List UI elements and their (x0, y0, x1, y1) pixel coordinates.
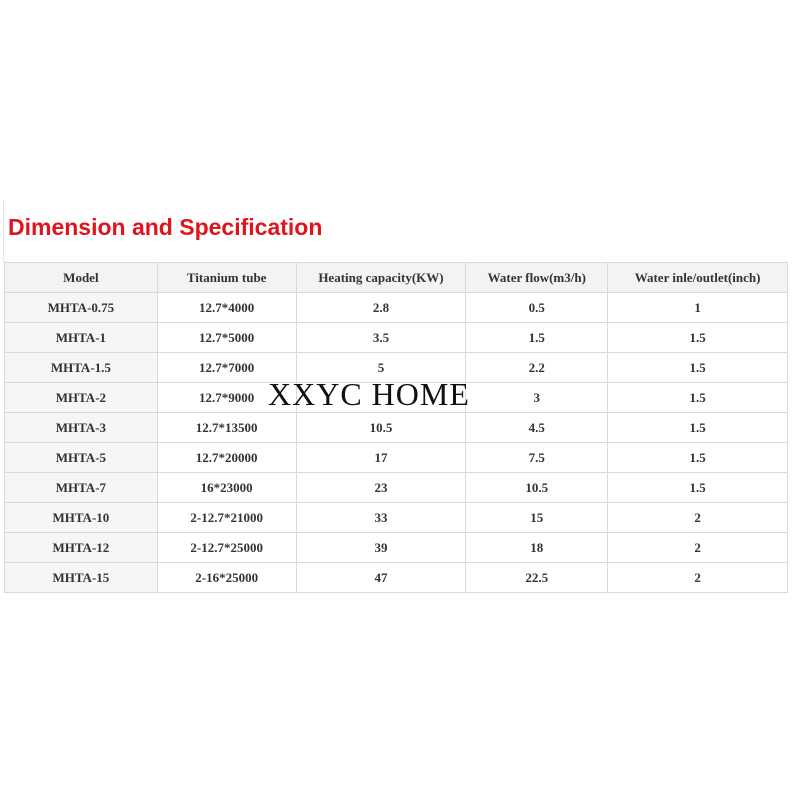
table-cell: MHTA-12 (5, 533, 158, 563)
table-cell: 10.5 (466, 473, 608, 503)
table-cell: 2.8 (296, 293, 466, 323)
table-cell: 16*23000 (157, 473, 296, 503)
column-header: Heating capacity(KW) (296, 263, 466, 293)
table-cell: 17 (296, 443, 466, 473)
table-cell: 12.7*9000 (157, 383, 296, 413)
table-cell: 22.5 (466, 563, 608, 593)
table-cell: MHTA-7 (5, 473, 158, 503)
table-cell: 2-12.7*21000 (157, 503, 296, 533)
table-cell: 1.5 (608, 383, 788, 413)
table-cell: 2 (608, 503, 788, 533)
table-cell: 7.5 (466, 443, 608, 473)
table-cell: MHTA-10 (5, 503, 158, 533)
table-cell: 4.5 (466, 413, 608, 443)
table-cell: 12.7*4000 (157, 293, 296, 323)
table-row (5, 533, 788, 563)
table-cell: 1.5 (608, 353, 788, 383)
table-row (5, 503, 788, 533)
table-row (5, 323, 788, 353)
column-header: Water flow(m3/h) (466, 263, 608, 293)
table-cell: 1.5 (466, 323, 608, 353)
table-cell: MHTA-0.75 (5, 293, 158, 323)
table-row (5, 443, 788, 473)
column-header: Titanium tube (157, 263, 296, 293)
table-cell: 39 (296, 533, 466, 563)
section-title: Dimension and Specification (8, 214, 323, 240)
table-cell: 12.7*7000 (157, 353, 296, 383)
table-cell: 1.5 (608, 323, 788, 353)
table-cell: 12.7*20000 (157, 443, 296, 473)
table-cell: 33 (296, 503, 466, 533)
table-cell: 2-12.7*25000 (157, 533, 296, 563)
table-cell: 12.7*5000 (157, 323, 296, 353)
table-cell: 2-16*25000 (157, 563, 296, 593)
table-cell: 1.5 (608, 413, 788, 443)
table-cell: MHTA-2 (5, 383, 158, 413)
table-cell: 3 (466, 383, 608, 413)
table-cell: 3.5 (296, 323, 466, 353)
table-cell: 1 (608, 293, 788, 323)
border-line (3, 200, 4, 262)
table-cell: MHTA-5 (5, 443, 158, 473)
table-cell: 0.5 (466, 293, 608, 323)
table-row (5, 293, 788, 323)
table-cell: MHTA-1 (5, 323, 158, 353)
table-cell: 5 (296, 353, 466, 383)
table-header-row (5, 263, 788, 293)
table-row (5, 413, 788, 443)
column-header: Model (5, 263, 158, 293)
table-cell: 1.5 (608, 443, 788, 473)
table-cell: 2.2 (466, 353, 608, 383)
table-cell: 12.7*13500 (157, 413, 296, 443)
table-cell: 1.5 (608, 473, 788, 503)
table-cell: 10.5 (296, 413, 466, 443)
table-row (5, 473, 788, 503)
table-cell: 23 (296, 473, 466, 503)
table-cell: 2 (608, 563, 788, 593)
column-header: Water inle/outlet(inch) (608, 263, 788, 293)
table-cell: 2 (608, 533, 788, 563)
table-cell: 47 (296, 563, 466, 593)
table-cell: MHTA-15 (5, 563, 158, 593)
table-cell: MHTA-3 (5, 413, 158, 443)
table-cell: MHTA-1.5 (5, 353, 158, 383)
table-row (5, 563, 788, 593)
spec-table (4, 262, 788, 593)
table-cell: 15 (466, 503, 608, 533)
table-cell: 18 (466, 533, 608, 563)
watermark: XXYC HOME (268, 376, 470, 412)
